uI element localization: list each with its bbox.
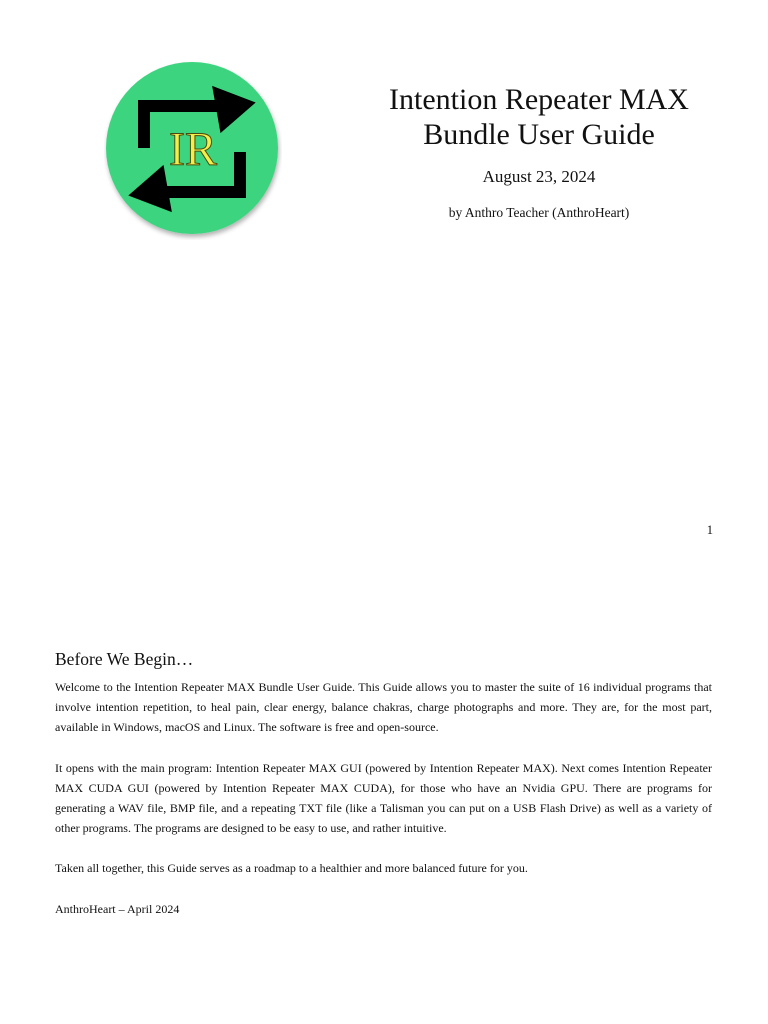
signoff: AnthroHeart – April 2024: [55, 901, 180, 916]
document-date: August 23, 2024: [482, 167, 596, 186]
page-number: 1: [706, 523, 713, 537]
repeat-arrows-icon: [104, 60, 282, 240]
section-heading: Before We Begin…: [55, 649, 194, 669]
document-author: by Anthro Teacher (AnthroHeart): [448, 205, 630, 220]
paragraph: Taken all together, this Guide serves as a roadmap to a healthier and more balanced future for you.: [55, 861, 528, 876]
title-block: [350, 82, 728, 222]
intention-repeater-logo: [104, 60, 282, 240]
paragraph: It opens with the main program: Intention Repeater MAX GUI (powered by Intention Repeater MAX). Next comes Intention Repeater MAX CUDA GUI (powered by Intention Repeater MAX CUDA), for those who have an Nvidia GPU. There are programs for generating a WAV file, BMP file, and a repeating TXT file (like a Talisman you can put on a USB Flash Drive) as well as a variety of other programs. The programs are designed to be easy to use, and rather intuitive.: [55, 760, 712, 836]
logo-monogram: IR: [169, 123, 217, 176]
paragraph: Welcome to the Intention Repeater MAX Bundle User Guide. This Guide allows you to master the suite of 16 individual programs that involve intention repetition, to heal pain, clear energy, balance chakras, charge photographs and more. They are, for the most part, available in Windows, macOS and Linux. The software is free and open-source.: [55, 680, 712, 735]
document-title: [350, 82, 728, 152]
title-line-2: Bundle User Guide: [423, 118, 655, 151]
before-we-begin-section: [55, 648, 712, 919]
title-line-1: Intention Repeater MAX: [389, 83, 689, 116]
